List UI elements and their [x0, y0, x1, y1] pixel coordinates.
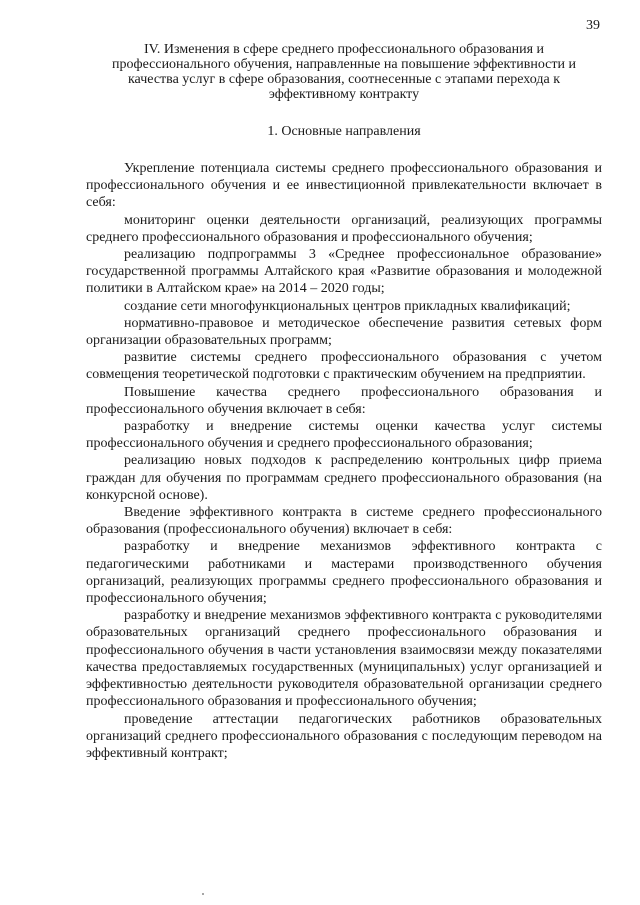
- paragraph-attestation: проведение аттестации педагогических работников образовательных организаций среднего профессионального образования с последующим переводом на эффективный контракт;: [86, 711, 602, 761]
- paragraph-centers: создание сети многофункциональных центров прикладных квалификаций;: [124, 298, 571, 314]
- paragraph-contract-intro: Введение эффективного контракта в системе среднего профессионального образования (профессионального обучения) включает в себя:: [86, 505, 602, 538]
- paragraph-subprogram: реализацию подпрограммы 3 «Среднее профессиональное образование» государственной программы Алтайского края «Развитие образования и молодежной политики в Алтайском крае» на 2014 – 2020 годы;: [86, 247, 602, 297]
- paragraph-contract-teachers: разработку и внедрение механизмов эффективного контракта с педагогическими работниками и мастерами производственного обучения организаций, реализующих программы среднего профессионального образования и профессионального обучения;: [86, 539, 602, 607]
- paragraph-regulatory: нормативно-правовое и методическое обеспечение развития сетевых форм организации образовательных программ;: [86, 315, 602, 349]
- page-number: 39: [586, 18, 600, 33]
- scan-speck: [202, 893, 204, 895]
- paragraph-contract-heads: разработку и внедрение механизмов эффективного контракта с руководителями образовательных организаций среднего профессионального образования и профессионального обучения в части установления взаимосвязи между показателями качества предоставляемых государственных (муниципальных) услуг организацией и эффективностью деятельности руководителя образовательной организации среднего профессионального образования и профессионального обучения;: [86, 608, 602, 710]
- paragraph-admission-figures: реализацию новых подходов к распределению контрольных цифр приема граждан для обучения по программам среднего профессионального образования (на конкурсной основе).: [86, 453, 602, 503]
- paragraph-quality-assessment: разработку и внедрение системы оценки качества услуг системы профессионального обучения и среднего профессионального образования;: [86, 419, 602, 452]
- paragraph-quality-intro: Повышение качества среднего профессионального образования и профессионального обучения включает в себя:: [86, 384, 602, 417]
- paragraph-potential-intro: Укрепление потенциала системы среднего профессионального образования и профессионального обучения и ее инвестиционной привлекательности включает в себя:: [86, 161, 602, 211]
- paragraph-system-development: развитие системы среднего профессионального образования с учетом совмещения теоретической подготовки с практическим обучением на предприятии.: [86, 350, 602, 383]
- section-title: 1. Основные направления: [267, 124, 421, 139]
- document-body: [86, 42, 602, 762]
- paragraph-monitoring: мониторинг оценки деятельности организаций, реализующих программы среднего профессионального образования и профессионального обучения;: [86, 212, 602, 245]
- chapter-title: IV. Изменения в сфере среднего профессионального образования и профессионального обучения, направленные на повышение эффективности и качества услуг в сфере образования, соотнесенные с этапами перехода к эффективному контракту: [112, 42, 576, 102]
